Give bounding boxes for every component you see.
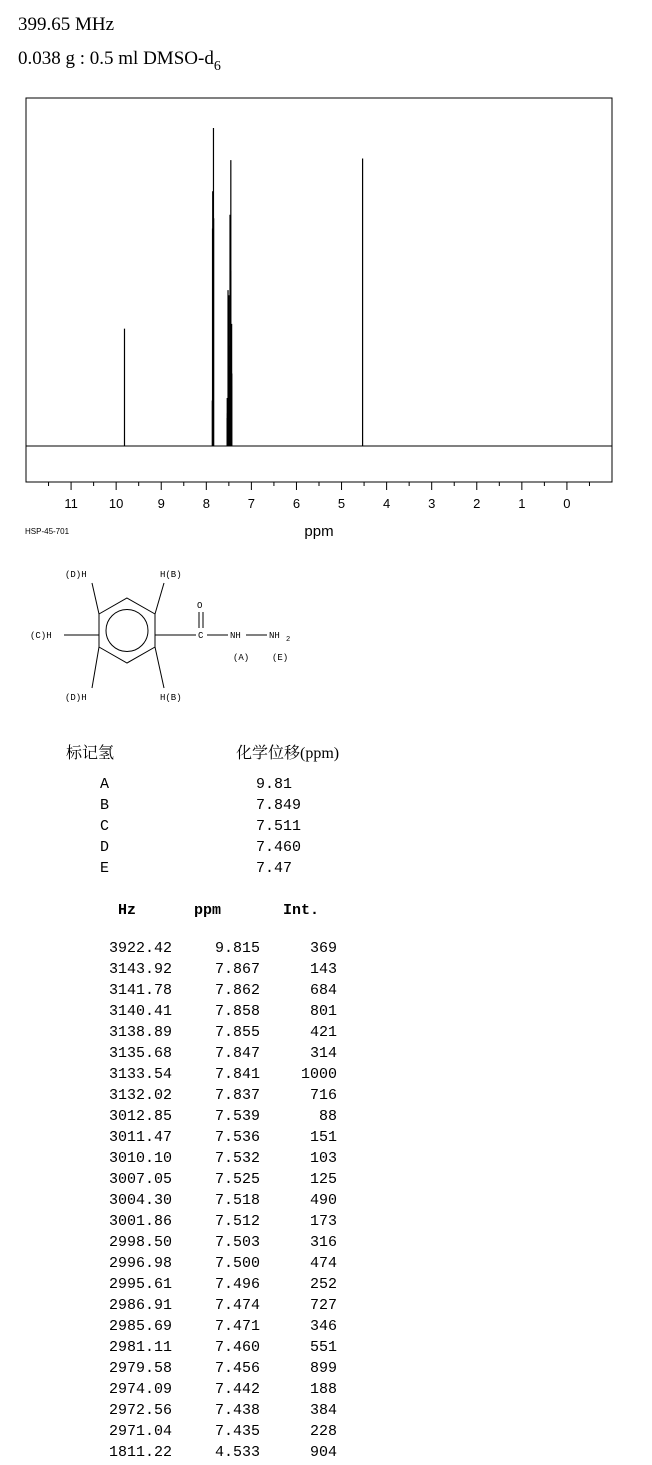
x-axis-label: ppm bbox=[304, 523, 334, 540]
table-row bbox=[0, 1108, 652, 1129]
cell-hz: 2985.69 bbox=[108, 1318, 172, 1335]
cell-int: 684 bbox=[309, 982, 337, 999]
peak-header-ppm: ppm bbox=[194, 902, 222, 919]
plot-frame bbox=[26, 98, 612, 482]
cell-int: 716 bbox=[309, 1087, 337, 1104]
spectrum-id: HSP-45-701 bbox=[25, 527, 70, 536]
cell-ppm: 7.858 bbox=[214, 1003, 260, 1020]
table-row bbox=[0, 1213, 652, 1234]
assignment-table bbox=[0, 740, 652, 890]
cell-hz: 3135.68 bbox=[108, 1045, 172, 1062]
cell-ppm: 7.438 bbox=[214, 1402, 260, 1419]
atom-h-left: (C)H bbox=[30, 631, 52, 641]
cell-hz: 3012.85 bbox=[108, 1108, 172, 1125]
bond-bottom-left bbox=[92, 647, 99, 688]
cell-int: 346 bbox=[309, 1318, 337, 1335]
cell-ppm: 7.474 bbox=[214, 1297, 260, 1314]
assign-header-label: 标记氢 bbox=[66, 745, 115, 762]
assign-label: B bbox=[100, 797, 110, 814]
cell-int: 125 bbox=[309, 1171, 337, 1188]
atom-h-bottom-right: H(B) bbox=[160, 693, 182, 703]
x-tick-label: 8 bbox=[202, 496, 210, 511]
cell-int: 1000 bbox=[300, 1066, 337, 1083]
x-tick-label: 5 bbox=[337, 496, 346, 511]
x-tick-label: 4 bbox=[383, 496, 391, 511]
benzene-ring bbox=[99, 598, 155, 663]
cell-int: 727 bbox=[309, 1297, 337, 1314]
x-tick-label: 6 bbox=[292, 496, 301, 511]
table-row bbox=[0, 1045, 652, 1066]
bond-top-left bbox=[92, 583, 99, 614]
sample-text: 0.038 g : 0.5 ml DMSO-d bbox=[18, 48, 214, 69]
table-row bbox=[0, 1402, 652, 1423]
table-row bbox=[0, 1024, 652, 1045]
cell-hz: 2971.04 bbox=[108, 1423, 172, 1440]
cell-hz: 3922.42 bbox=[108, 940, 172, 957]
assign-shift: 9.81 bbox=[256, 776, 293, 793]
cell-int: 103 bbox=[309, 1150, 337, 1167]
table-row bbox=[0, 961, 652, 982]
assign-shift: 7.511 bbox=[256, 818, 302, 835]
cell-ppm: 7.518 bbox=[214, 1192, 260, 1209]
nmr-spectrum-chart bbox=[0, 0, 652, 545]
x-tick-label: 0 bbox=[563, 496, 571, 511]
peak-group bbox=[124, 128, 362, 446]
table-row bbox=[0, 1003, 652, 1024]
cell-hz: 3004.30 bbox=[108, 1192, 172, 1209]
x-tick-label: 2 bbox=[473, 496, 481, 511]
table-row bbox=[0, 1381, 652, 1402]
cell-int: 316 bbox=[309, 1234, 337, 1251]
cell-int: 490 bbox=[309, 1192, 337, 1209]
cell-hz: 3138.89 bbox=[108, 1024, 172, 1041]
cell-ppm: 7.456 bbox=[214, 1360, 260, 1377]
label-e: (E) bbox=[272, 653, 289, 663]
table-row bbox=[0, 1318, 652, 1339]
cell-hz: 2979.58 bbox=[108, 1360, 172, 1377]
cell-ppm: 7.867 bbox=[214, 961, 260, 978]
cell-int: 369 bbox=[309, 940, 337, 957]
cell-ppm: 7.841 bbox=[214, 1066, 260, 1083]
cell-ppm: 7.503 bbox=[214, 1234, 260, 1251]
table-row bbox=[0, 1339, 652, 1360]
cell-ppm: 9.815 bbox=[214, 940, 260, 957]
cell-hz: 3001.86 bbox=[108, 1213, 172, 1230]
cell-ppm: 7.500 bbox=[214, 1255, 260, 1272]
cell-int: 801 bbox=[309, 1003, 337, 1020]
atom-nh: NH bbox=[230, 631, 241, 641]
cell-ppm: 7.471 bbox=[214, 1318, 260, 1335]
cell-hz: 2974.09 bbox=[108, 1381, 172, 1398]
bond-bottom-right bbox=[155, 647, 164, 688]
table-row bbox=[0, 1087, 652, 1108]
atom-carbon: C bbox=[198, 631, 204, 641]
x-tick-label: 10 bbox=[108, 496, 124, 511]
table-row bbox=[0, 1171, 652, 1192]
label-a: (A) bbox=[233, 653, 250, 663]
atom-h-bottom-left: (D)H bbox=[65, 693, 87, 703]
atom-nh2: NH bbox=[269, 631, 280, 641]
table-row bbox=[0, 1129, 652, 1150]
cell-ppm: 7.525 bbox=[214, 1171, 260, 1188]
table-row bbox=[0, 982, 652, 1003]
x-tick-label: 9 bbox=[157, 496, 165, 511]
cell-hz: 2998.50 bbox=[108, 1234, 172, 1251]
cell-ppm: 7.536 bbox=[214, 1129, 260, 1146]
cell-ppm: 7.512 bbox=[214, 1213, 260, 1230]
cell-int: 143 bbox=[309, 961, 337, 978]
cell-int: 904 bbox=[309, 1444, 337, 1461]
table-row bbox=[0, 1423, 652, 1444]
atom-nh2-subscript: 2 bbox=[286, 636, 291, 644]
peak-header-int: Int. bbox=[283, 902, 320, 919]
cell-int: 173 bbox=[309, 1213, 337, 1230]
cell-int: 474 bbox=[309, 1255, 337, 1272]
cell-hz: 2981.11 bbox=[108, 1339, 172, 1356]
table-row bbox=[0, 1360, 652, 1381]
assign-label: E bbox=[100, 860, 110, 877]
assign-shift: 7.460 bbox=[256, 839, 302, 856]
table-row bbox=[0, 1444, 652, 1465]
table-row bbox=[0, 1276, 652, 1297]
assign-label: A bbox=[100, 776, 110, 793]
cell-hz: 3011.47 bbox=[108, 1129, 172, 1146]
cell-int: 384 bbox=[309, 1402, 337, 1419]
benzohydrazide-structure bbox=[0, 560, 320, 710]
assign-header-shift: 化学位移(ppm) bbox=[236, 745, 340, 762]
x-tick-label: 3 bbox=[428, 496, 436, 511]
cell-hz: 2972.56 bbox=[108, 1402, 172, 1419]
assign-shift: 7.47 bbox=[256, 860, 293, 877]
atom-oxygen: O bbox=[197, 601, 203, 611]
cell-int: 88 bbox=[318, 1108, 337, 1125]
aromatic-circle bbox=[106, 610, 148, 652]
assign-shift: 7.849 bbox=[256, 797, 302, 814]
cell-int: 899 bbox=[309, 1360, 337, 1377]
cell-hz: 3010.10 bbox=[108, 1150, 172, 1167]
table-row bbox=[0, 1192, 652, 1213]
atom-h-top-left: (D)H bbox=[65, 570, 87, 580]
table-row bbox=[0, 1066, 652, 1087]
cell-hz: 2996.98 bbox=[108, 1255, 172, 1272]
cell-hz: 2995.61 bbox=[108, 1276, 172, 1293]
cell-hz: 3140.41 bbox=[108, 1003, 172, 1020]
table-row bbox=[0, 1234, 652, 1255]
cell-ppm: 7.532 bbox=[214, 1150, 260, 1167]
cell-int: 314 bbox=[309, 1045, 337, 1062]
table-row bbox=[0, 1255, 652, 1276]
x-tick-label: 11 bbox=[64, 496, 78, 511]
assign-label: D bbox=[100, 839, 110, 856]
cell-ppm: 7.442 bbox=[214, 1381, 260, 1398]
cell-int: 421 bbox=[309, 1024, 337, 1041]
peak-header-hz: Hz bbox=[118, 902, 137, 919]
cell-int: 151 bbox=[309, 1129, 337, 1146]
cell-ppm: 7.496 bbox=[214, 1276, 260, 1293]
cell-hz: 1811.22 bbox=[108, 1444, 172, 1461]
cell-ppm: 7.855 bbox=[214, 1024, 260, 1041]
x-tick-label: 1 bbox=[518, 496, 526, 511]
cell-hz: 3141.78 bbox=[108, 982, 172, 999]
cell-ppm: 4.533 bbox=[214, 1444, 260, 1461]
assign-label: C bbox=[100, 818, 110, 835]
table-row bbox=[0, 940, 652, 961]
cell-ppm: 7.862 bbox=[214, 982, 260, 999]
bond-top-right bbox=[155, 583, 164, 614]
x-axis-ticks bbox=[49, 482, 590, 511]
cell-int: 252 bbox=[309, 1276, 337, 1293]
cell-hz: 3133.54 bbox=[108, 1066, 172, 1083]
cell-ppm: 7.847 bbox=[214, 1045, 260, 1062]
sample-subscript: 6 bbox=[213, 59, 221, 74]
cell-ppm: 7.460 bbox=[214, 1339, 260, 1356]
atom-h-top-right: H(B) bbox=[160, 570, 182, 580]
cell-int: 228 bbox=[309, 1423, 337, 1440]
cell-ppm: 7.539 bbox=[214, 1108, 260, 1125]
cell-hz: 2986.91 bbox=[108, 1297, 172, 1314]
cell-ppm: 7.435 bbox=[214, 1423, 260, 1440]
cell-hz: 3007.05 bbox=[108, 1171, 172, 1188]
cell-hz: 3132.02 bbox=[108, 1087, 172, 1104]
table-row bbox=[0, 1297, 652, 1318]
cell-int: 551 bbox=[309, 1339, 337, 1356]
cell-int: 188 bbox=[309, 1381, 337, 1398]
spectrometer-frequency: 399.65 MHz bbox=[18, 14, 115, 35]
x-tick-label: 7 bbox=[247, 496, 255, 511]
table-row bbox=[0, 1150, 652, 1171]
cell-hz: 3143.92 bbox=[108, 961, 172, 978]
cell-ppm: 7.837 bbox=[214, 1087, 260, 1104]
